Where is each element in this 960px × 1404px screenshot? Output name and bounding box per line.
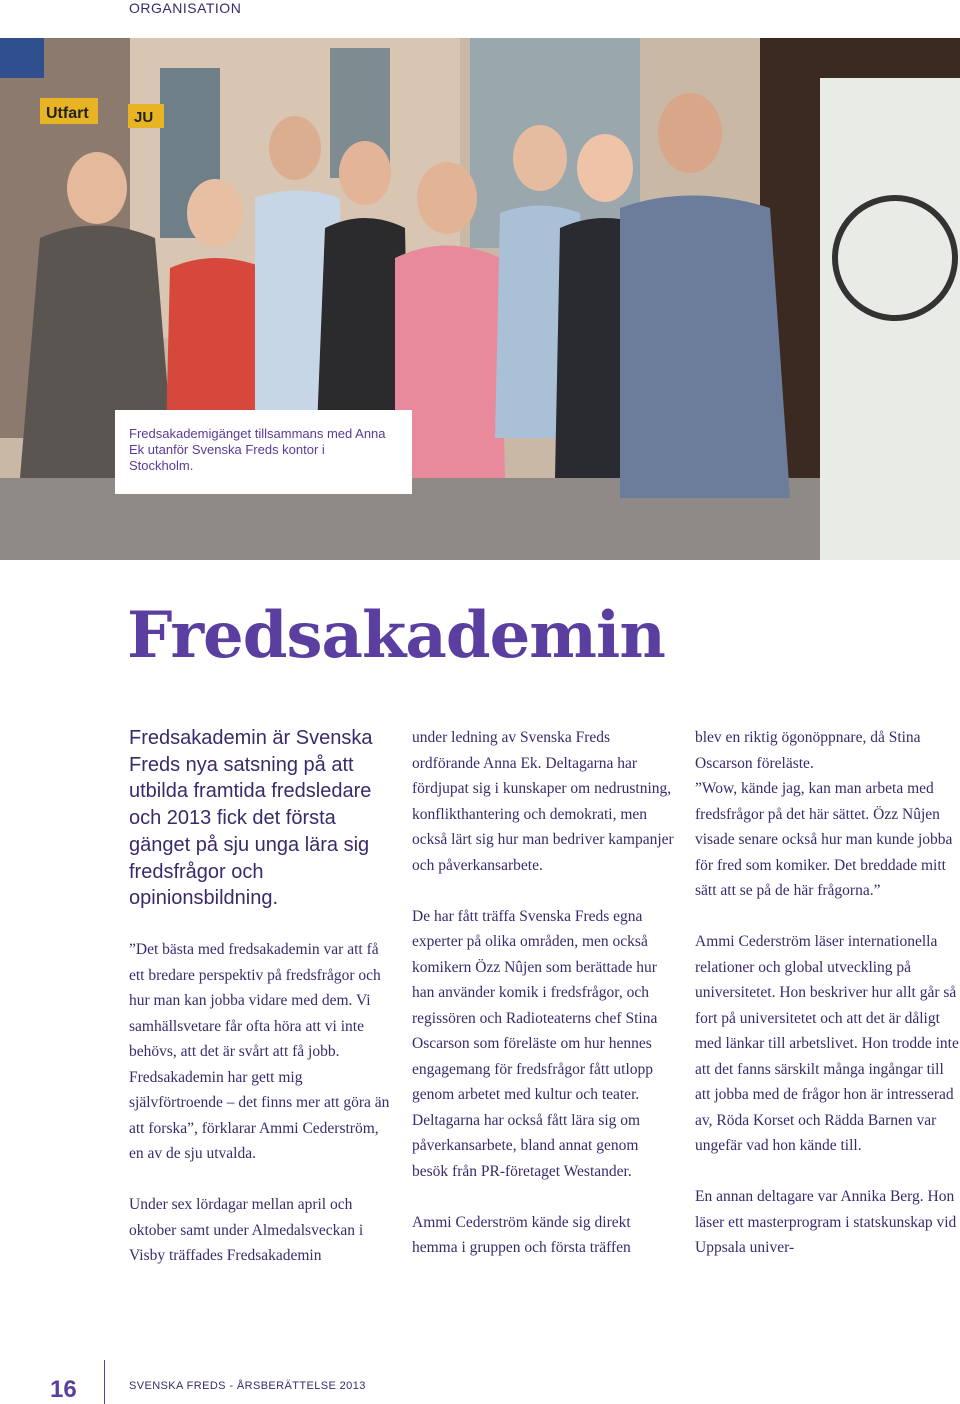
body-paragraph: De har fått träffa Svenska Freds egna experter på olika områden, men också komikern Özz Nûjen som berättade hur han använder komik i fredsfrågor, och regissören och Radioteaterns chef Stina Oscarson som föreläste om hur hennes engagemang för fredsfrågor fått utlopp genom arbetet med kultur och teater. Deltagarna har också fått lära sig om påverkansarbete, bland annat genom besök från PR-företaget Westander.	[412, 907, 658, 1180]
lead-paragraph: Fredsakademin är Svenska Freds nya satsning på att utbilda framtida fredsledare och 2013 fick det första gänget på sju unga lära sig fredsfrågor och opinionsbildning.	[129, 727, 373, 910]
photo-caption: Fredsakademigänget tillsammans med Anna Ek utanför Svenska Freds kontor i Stockholm.	[129, 426, 386, 473]
column-3	[695, 725, 960, 1286]
article-title: Fredsakademin	[127, 598, 665, 673]
body-paragraph: Ammi Cederström läser internationella relationer och global utveckling på universitetet. Hon beskriver hur allt går så fort på universitetet och att det är dåligt med länkar till arbetslivet. Hon trodde inte att det fanns särskilt många ingångar till att jobba med de frågor hon är intresserad av, Röda Korset och Rädda Barnen var ungefär vad hon kände till.	[695, 933, 959, 1154]
body-paragraph: Under sex lördagar mellan april och oktober samt under Almedalsveckan i Visby träffades Fredsakademin	[129, 1196, 364, 1265]
body-paragraph: En annan deltagare var Annika Berg. Hon läser ett masterprogram i statskunskap vid Uppsala univer-	[695, 1188, 957, 1256]
publication-name: SVENSKA FREDS - ÅRSBERÄTTELSE 2013	[129, 1380, 366, 1392]
footer-divider	[104, 1360, 105, 1404]
caption-box	[115, 410, 412, 494]
body-paragraph: Ammi Cederström kände sig direkt hemma i gruppen och första träffen	[412, 1213, 631, 1256]
small-sign: JU	[134, 109, 154, 126]
column-2	[412, 725, 677, 1286]
body-paragraph: ”Wow, kände jag, kan man arbeta med fredsfrågor på det här sättet. Özz Nûjen visade senare också hur man kunde jobba för fred som komiker. Det breddade mitt sätt att se på de här frågorna.”	[695, 780, 953, 899]
section-label: ORGANISATION	[129, 0, 242, 16]
body-paragraph: under ledning av Svenska Freds ordförande Anna Ek. Deltagarna har fördjupat sig i kunskaper om nedrustning, konflikthantering och demokrati, men också lärt sig hur man bedriver kampanjer och påverkansarbete.	[412, 729, 674, 874]
body-paragraph: blev en riktig ögonöppnare, då Stina Oscarson föreläste.	[695, 729, 921, 772]
exit-sign: Utfart	[46, 105, 89, 122]
page-number: 16	[50, 1376, 77, 1403]
column-1	[129, 725, 394, 1294]
body-paragraph: ”Det bästa med fredsakademin var att få ett bredare perspektiv på fredsfrågor och hur man kan jobba vidare med dem. Vi samhällsvetare får ofta höra att vi inte behövs, att det är svårt att få jobb. Fredsakademin har gett mig självförtroende – det finns mer att göra än att forska”, förklarar Ammi Cederström, en av de sju utvalda.	[129, 941, 390, 1163]
